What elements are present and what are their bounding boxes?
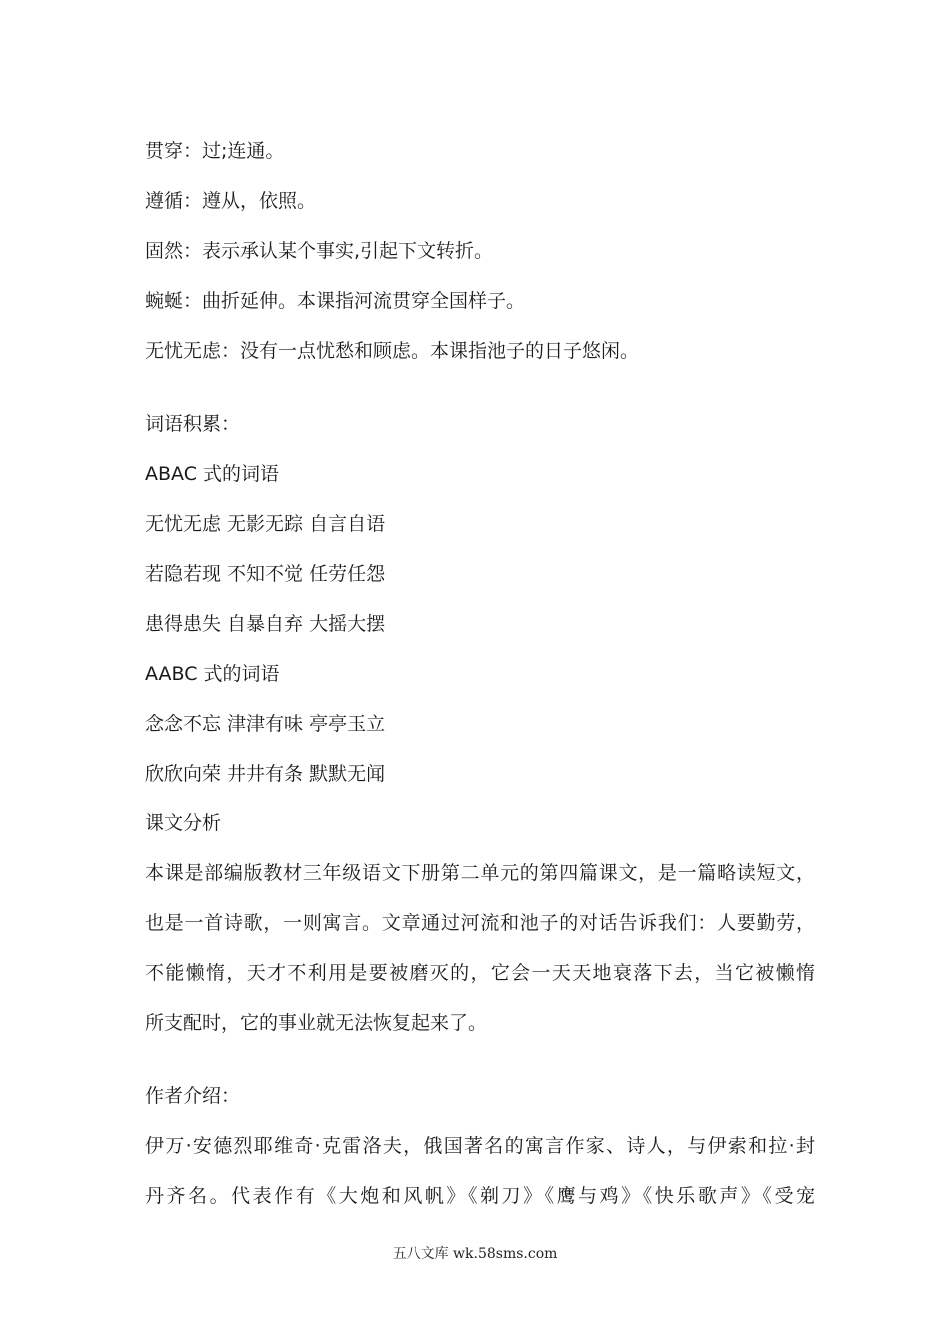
author-line: 伊万·安德烈耶维奇·克雷洛夫，俄国著名的寓言作家、诗人，与伊索和拉·封 <box>145 1135 815 1157</box>
aabc-heading: AABC 式的词语 <box>145 663 280 685</box>
definition-line: 贯穿：过;连通。 <box>145 140 285 162</box>
analysis-line: 本课是部编版教材三年级语文下册第二单元的第四篇课文，是一篇略读短文， <box>145 862 815 884</box>
word-row: 若隐若现 不知不觉 任劳任怨 <box>145 563 386 585</box>
vocab-heading: 词语积累： <box>145 413 241 435</box>
definition-line: 遵循：遵从，依照。 <box>145 190 317 212</box>
definition-line: 固然：表示承认某个事实,引起下文转折。 <box>145 240 494 262</box>
definition-line: 蜿蜒：曲折延伸。本课指河流贯穿全国样子。 <box>145 290 526 312</box>
analysis-heading: 课文分析 <box>145 812 222 834</box>
analysis-line: 也是一首诗歌，一则寓言。文章通过河流和池子的对话告诉我们：人要勤劳， <box>145 912 815 934</box>
analysis-line: 不能懒惰，天才不利用是要被磨灭的，它会一天天地衰落下去，当它被懒惰 <box>145 962 815 984</box>
author-heading: 作者介绍： <box>145 1085 241 1107</box>
abac-heading: ABAC 式的词语 <box>145 463 280 485</box>
analysis-line: 所支配时，它的事业就无法恢复起来了。 <box>145 1012 488 1034</box>
word-row: 无忧无虑 无影无踪 自言自语 <box>145 513 386 535</box>
word-row: 念念不忘 津津有味 亭亭玉立 <box>145 713 386 735</box>
word-row: 患得患失 自暴自弃 大摇大摆 <box>145 613 386 635</box>
author-line: 丹齐名。代表作有《大炮和风帆》《剃刀》《鹰与鸡》《快乐歌声》《受宠 <box>145 1185 815 1207</box>
page-footer: 五八文库 wk.58sms.com <box>392 1246 558 1262</box>
word-row: 欣欣向荣 井井有条 默默无闻 <box>145 763 386 785</box>
definition-line: 无忧无虑：没有一点忧愁和顾虑。本课指池子的日子悠闲。 <box>145 340 640 362</box>
